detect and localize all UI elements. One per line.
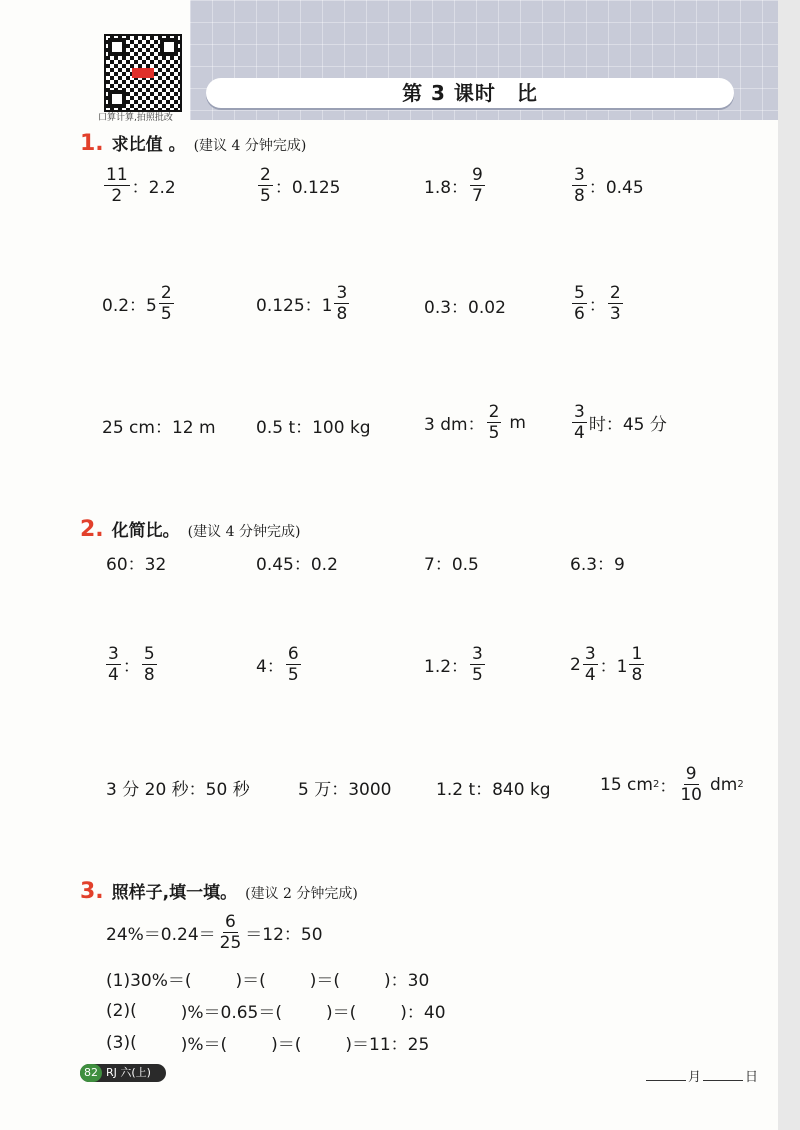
fill-question-1[interactable]: (1)30%＝( )＝( )＝( )：30 xyxy=(106,971,430,991)
problem-1-4: $\frac{3}{8}$ ：0.45 xyxy=(574,165,644,206)
problem-2-1: 60：32 xyxy=(106,555,167,575)
problem-1-6: 0.125：1 $\frac{3}{8}$ xyxy=(256,283,348,324)
fill-question-2[interactable]: (2)( )%＝0.65＝( )＝( )：40 xyxy=(106,1000,446,1023)
page-edge xyxy=(778,0,800,1130)
section-note: (建议 4 分钟完成) xyxy=(193,138,307,154)
problem-2-6: 4： $\frac{6}{5}$ xyxy=(256,644,299,685)
problem-2-11: 1.2 t：840 kg xyxy=(436,780,551,800)
page-number: 82 xyxy=(80,1064,102,1082)
section-1-heading xyxy=(80,130,306,156)
grade-label: RJ 六(上) xyxy=(106,1066,151,1079)
problem-2-9: 3 分 20 秒：50 秒 xyxy=(106,780,250,800)
example-line: 24%＝0.24＝ $\frac{6}{25}$ ＝12：50 xyxy=(106,912,323,953)
lesson-title: 第 3 课时 比 xyxy=(206,78,734,108)
problem-2-8: 2 $\frac{3}{4}$ ：1 $\frac{1}{8}$ xyxy=(570,644,643,685)
section-2-heading xyxy=(80,516,300,542)
page-badge xyxy=(80,1064,166,1082)
section-number: 1. xyxy=(80,131,104,156)
fill-question-3[interactable]: (3)( )%＝( )＝( )＝11：25 xyxy=(106,1032,430,1055)
problem-1-1: $\frac{11}{2}$ ：2.2 xyxy=(106,165,176,206)
problem-2-12: 15 cm 2 ： $\frac{9}{10}$ dm 2 xyxy=(600,764,744,805)
section-note: (建议 2 分钟完成) xyxy=(245,886,358,902)
problem-2-2: 0.45：0.2 xyxy=(256,555,338,575)
problem-2-5: $\frac{3}{4}$ ： $\frac{5}{8}$ xyxy=(108,644,155,685)
date-field[interactable]: 月 日 xyxy=(644,1066,758,1085)
section-title: 求比值 。 xyxy=(111,135,186,155)
qr-code-icon[interactable] xyxy=(104,34,182,112)
section-note: (建议 4 分钟完成) xyxy=(187,524,301,540)
problem-2-10: 5 万：3000 xyxy=(298,780,392,800)
problem-2-7: 1.2： $\frac{3}{5}$ xyxy=(424,644,483,685)
problem-1-10: 0.5 t：100 kg xyxy=(256,418,371,438)
problem-1-12: $\frac{3}{4}$ 时：45 分 xyxy=(574,402,667,443)
section-number: 2. xyxy=(80,517,104,542)
problem-1-3: 1.8： $\frac{9}{7}$ xyxy=(424,165,483,206)
problem-1-9: 25 cm：12 m xyxy=(102,418,216,438)
problem-1-7: 0.3：0.02 xyxy=(424,298,506,318)
section-title: 化简比。 xyxy=(111,521,180,541)
section-number: 3. xyxy=(80,879,104,904)
section-3-heading xyxy=(80,878,358,904)
problem-1-2: $\frac{2}{5}$ ：0.125 xyxy=(260,165,341,206)
problem-1-5: 0.2：5 $\frac{2}{5}$ xyxy=(102,283,172,324)
problem-1-11: 3 dm： $\frac{2}{5}$ m xyxy=(424,402,526,443)
problem-1-8: $\frac{5}{6}$ ： $\frac{2}{3}$ xyxy=(574,283,621,324)
problem-2-4: 6.3：9 xyxy=(570,555,625,575)
problem-2-3: 7：0.5 xyxy=(424,555,479,575)
section-title: 照样子,填一填。 xyxy=(111,883,238,903)
qr-caption: 口算计算,拍照批改 xyxy=(98,113,173,123)
